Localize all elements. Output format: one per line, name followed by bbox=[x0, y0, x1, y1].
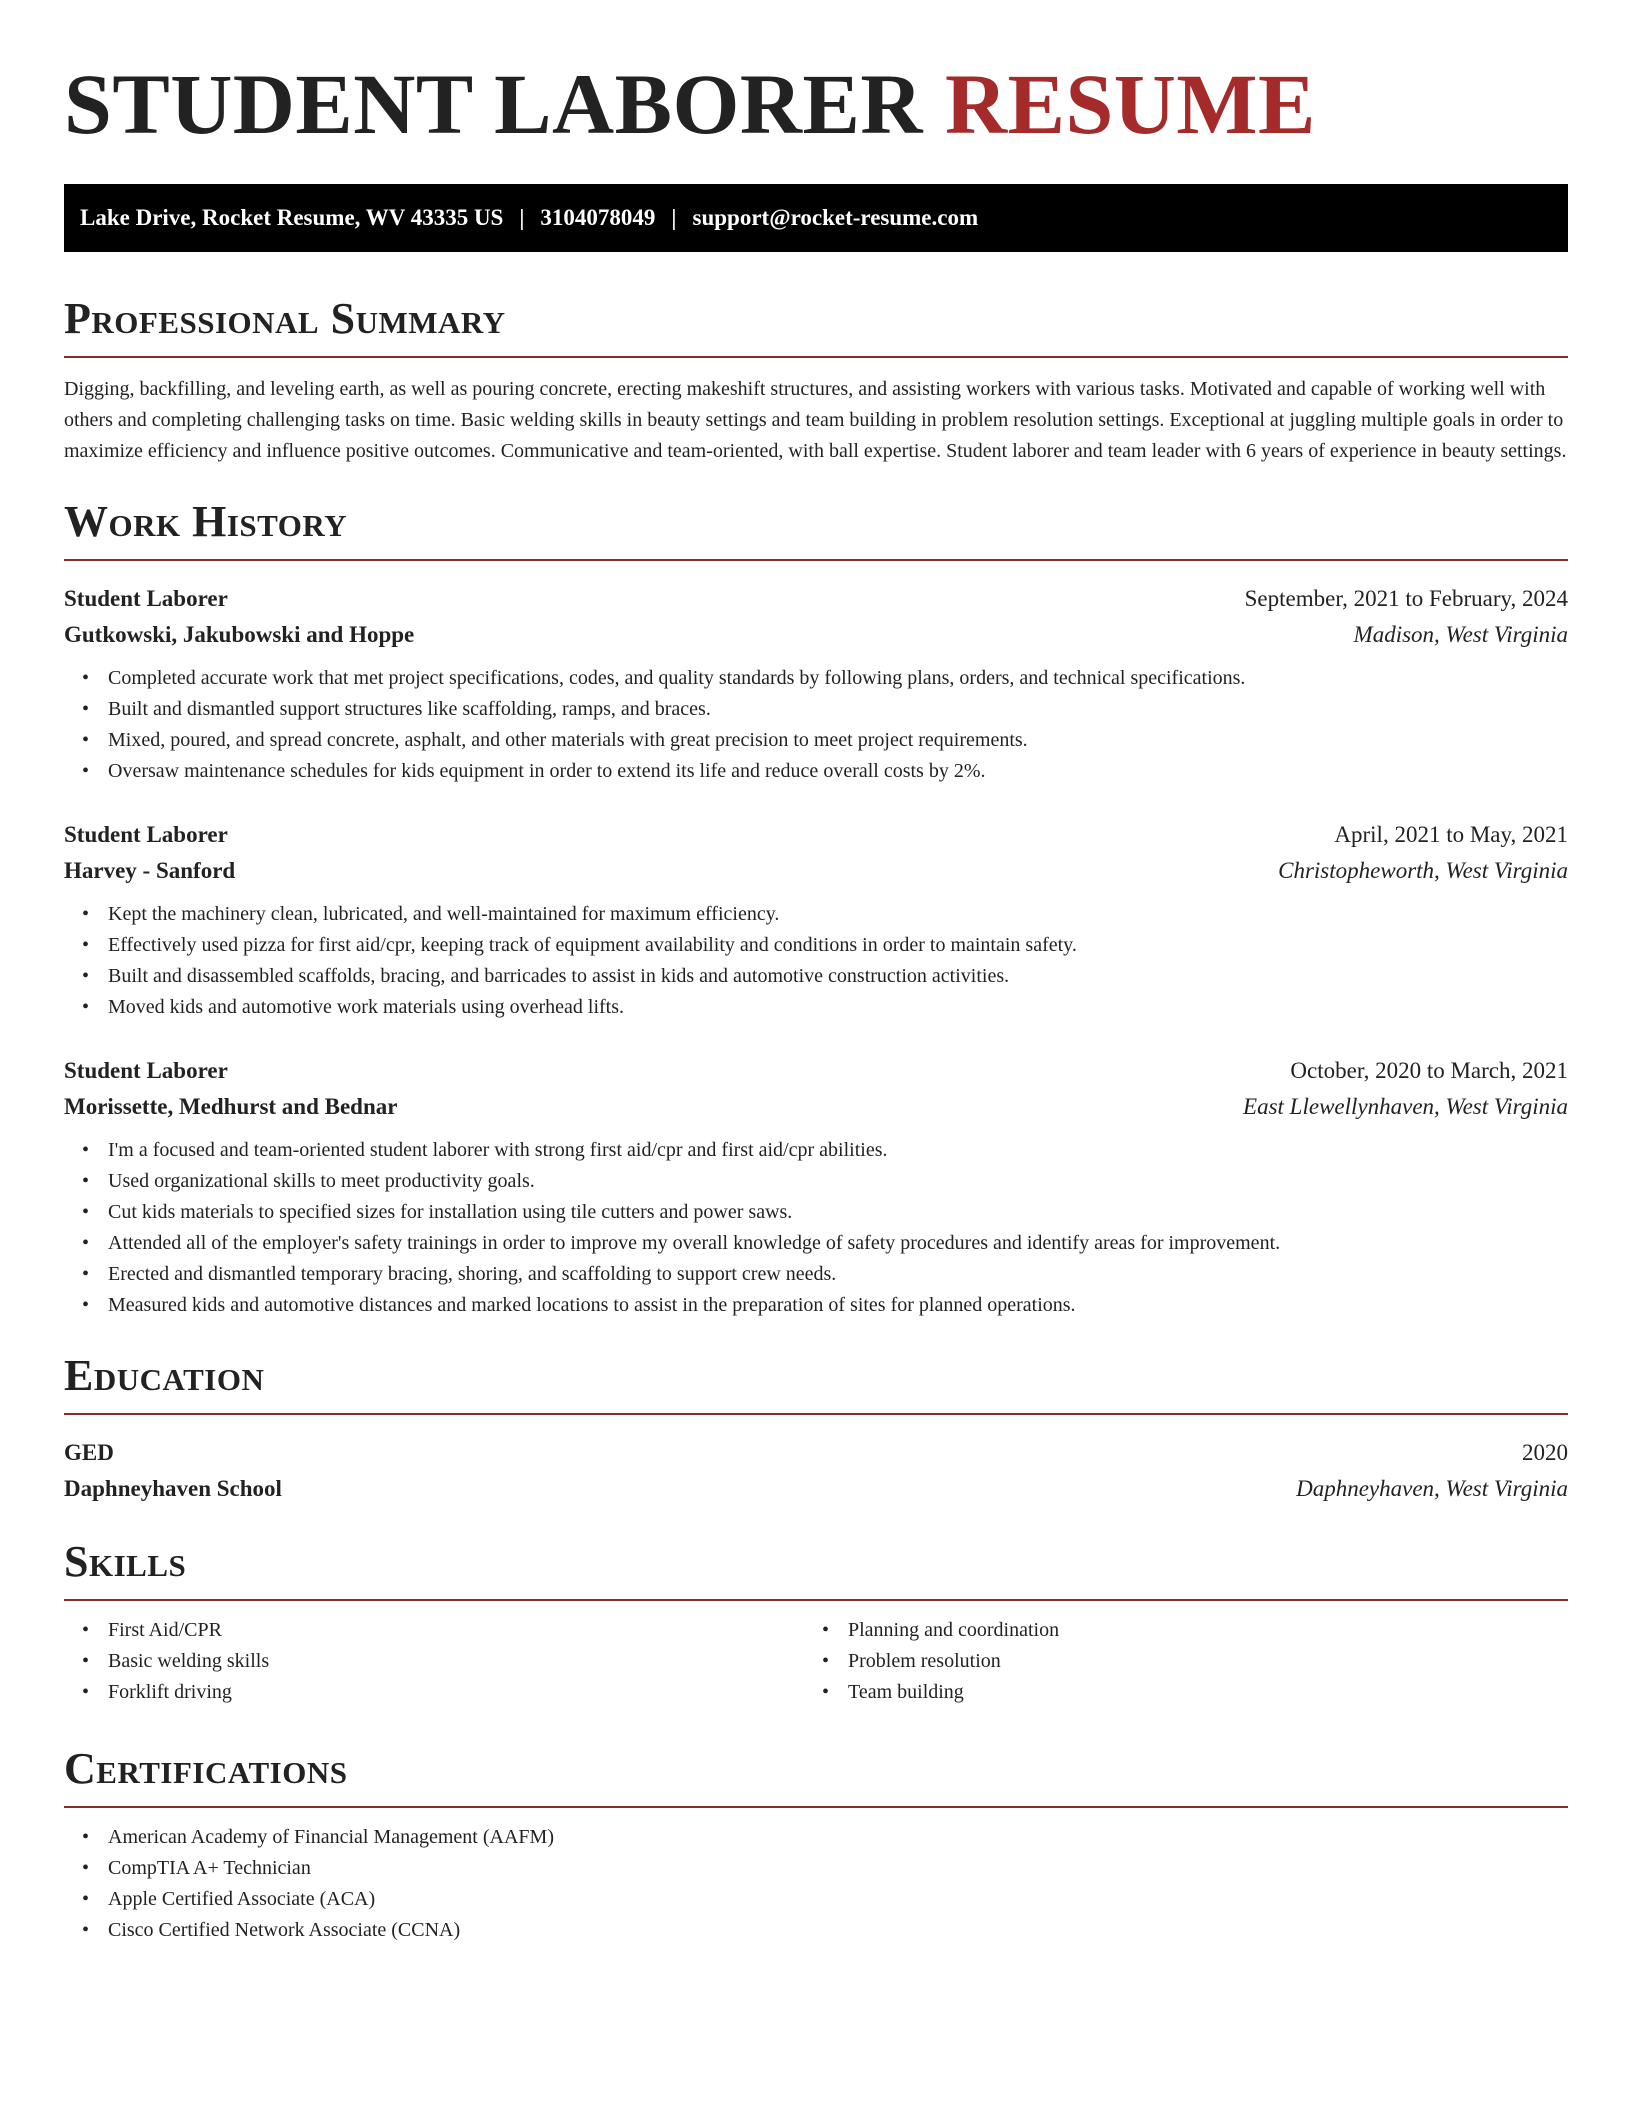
title-accent: RESUME bbox=[944, 56, 1316, 152]
contact-bar bbox=[64, 184, 1568, 252]
list-item: • Mixed, poured, and spread concrete, asphalt, and other materials with great precision to meet project requirements. bbox=[108, 725, 1568, 756]
job-location: Christopheworth, West Virginia bbox=[1278, 858, 1568, 883]
skills-column-right bbox=[804, 1615, 1544, 1708]
resume-title bbox=[64, 56, 1568, 152]
job-duties bbox=[64, 663, 1568, 787]
education-entry bbox=[64, 1435, 1568, 1507]
education-school: Daphneyhaven School bbox=[64, 1476, 282, 1501]
list-item: • Erected and dismantled temporary bracing, shoring, and scaffolding to support crew needs. bbox=[108, 1259, 1568, 1290]
list-item: • Cisco Certified Network Associate (CCNA) bbox=[108, 1915, 1568, 1946]
list-item: • Moved kids and automotive work materials using overhead lifts. bbox=[108, 992, 1568, 1023]
job-title: Student Laborer bbox=[64, 1058, 228, 1083]
certifications-section bbox=[64, 1744, 1568, 1946]
skills-section bbox=[64, 1537, 1568, 1708]
list-item: • Effectively used pizza for first aid/cpr, keeping track of equipment availability and conditions in order to maintain safety. bbox=[108, 930, 1568, 961]
list-item: • I'm a focused and team-oriented student laborer with strong first aid/cpr and first aid/cpr abilities. bbox=[108, 1135, 1568, 1166]
list-item: • Problem resolution bbox=[848, 1646, 1544, 1677]
education-degree: GED bbox=[64, 1440, 114, 1465]
contact-separator: | bbox=[671, 205, 677, 230]
list-item: • First Aid/CPR bbox=[108, 1615, 804, 1646]
list-item: • Cut kids materials to specified sizes for installation using tile cutters and power saws. bbox=[108, 1197, 1568, 1228]
job-duties bbox=[64, 1135, 1568, 1321]
list-item: • Forklift driving bbox=[108, 1677, 804, 1708]
job-dates: September, 2021 to February, 2024 bbox=[1244, 586, 1568, 611]
list-item: • Kept the machinery clean, lubricated, and well-maintained for maximum efficiency. bbox=[108, 899, 1568, 930]
education-year: 2020 bbox=[1522, 1440, 1568, 1465]
skills-list bbox=[64, 1615, 804, 1708]
job-title: Student Laborer bbox=[64, 822, 228, 847]
job-company: Harvey - Sanford bbox=[64, 858, 236, 883]
section-divider bbox=[64, 559, 1568, 561]
contact-address: Lake Drive, Rocket Resume, WV 43335 US bbox=[80, 205, 504, 230]
job-entry bbox=[64, 581, 1568, 787]
section-heading: Work History bbox=[64, 497, 348, 546]
list-item: • Basic welding skills bbox=[108, 1646, 804, 1677]
skills-column-left bbox=[64, 1615, 804, 1708]
list-item: • Used organizational skills to meet productivity goals. bbox=[108, 1166, 1568, 1197]
section-heading: Professional Summary bbox=[64, 294, 506, 343]
list-item: • Attended all of the employer's safety trainings in order to improve my overall knowledge of safety procedures and identify areas for improvement. bbox=[108, 1228, 1568, 1259]
section-divider bbox=[64, 1599, 1568, 1601]
section-heading: Education bbox=[64, 1351, 265, 1400]
certifications-list bbox=[64, 1822, 1568, 1946]
list-item: • Apple Certified Associate (ACA) bbox=[108, 1884, 1568, 1915]
contact-separator: | bbox=[519, 205, 525, 230]
list-item: • Measured kids and automotive distances and marked locations to assist in the preparation of sites for planned operations. bbox=[108, 1290, 1568, 1321]
job-location: Madison, West Virginia bbox=[1353, 622, 1568, 647]
work-history-section bbox=[64, 497, 1568, 1321]
contact-phone[interactable]: 3104078049 bbox=[540, 205, 656, 230]
section-heading: Certifications bbox=[64, 1744, 348, 1793]
job-company: Morissette, Medhurst and Bednar bbox=[64, 1094, 398, 1119]
section-divider bbox=[64, 1413, 1568, 1415]
job-duties bbox=[64, 899, 1568, 1023]
job-location: East Llewellynhaven, West Virginia bbox=[1243, 1094, 1568, 1119]
education-section bbox=[64, 1351, 1568, 1507]
list-item: • Oversaw maintenance schedules for kids equipment in order to extend its life and reduce overall costs by 2%. bbox=[108, 756, 1568, 787]
professional-summary-section bbox=[64, 294, 1568, 467]
title-main: STUDENT LABORER bbox=[64, 56, 923, 152]
skills-list bbox=[804, 1615, 1544, 1708]
list-item: • Team building bbox=[848, 1677, 1544, 1708]
list-item: • CompTIA A+ Technician bbox=[108, 1853, 1568, 1884]
job-entry bbox=[64, 1053, 1568, 1321]
job-dates: October, 2020 to March, 2021 bbox=[1290, 1058, 1568, 1083]
list-item: • Built and dismantled support structures like scaffolding, ramps, and braces. bbox=[108, 694, 1568, 725]
section-divider bbox=[64, 356, 1568, 358]
section-heading: Skills bbox=[64, 1537, 187, 1586]
section-divider bbox=[64, 1806, 1568, 1808]
education-location: Daphneyhaven, West Virginia bbox=[1296, 1476, 1568, 1501]
job-entry bbox=[64, 817, 1568, 1023]
list-item: • Planning and coordination bbox=[848, 1615, 1544, 1646]
list-item: • American Academy of Financial Management (AAFM) bbox=[108, 1822, 1568, 1853]
summary-text: Digging, backfilling, and leveling earth, as well as pouring concrete, erecting makeshift structures, and assisting workers with various tasks. Motivated and capable of working well with others and completing challenging tasks on time. Basic welding skills in beauty settings and team building in problem resolution settings. Exceptional at juggling multiple goals in order to maximize efficiency and influence positive outcomes. Communicative and team-oriented, with ball expertise. Student laborer and team leader with 6 years of experience in beauty settings. bbox=[64, 378, 1567, 462]
list-item: • Completed accurate work that met project specifications, codes, and quality standards by following plans, orders, and technical specifications. bbox=[108, 663, 1568, 694]
skills-grid bbox=[64, 1615, 1568, 1708]
list-item: • Built and disassembled scaffolds, bracing, and barricades to assist in kids and automotive construction activities. bbox=[108, 961, 1568, 992]
contact-email[interactable]: support@rocket-resume.com bbox=[692, 205, 979, 230]
job-dates: April, 2021 to May, 2021 bbox=[1334, 822, 1568, 847]
job-company: Gutkowski, Jakubowski and Hoppe bbox=[64, 622, 415, 647]
job-title: Student Laborer bbox=[64, 586, 228, 611]
